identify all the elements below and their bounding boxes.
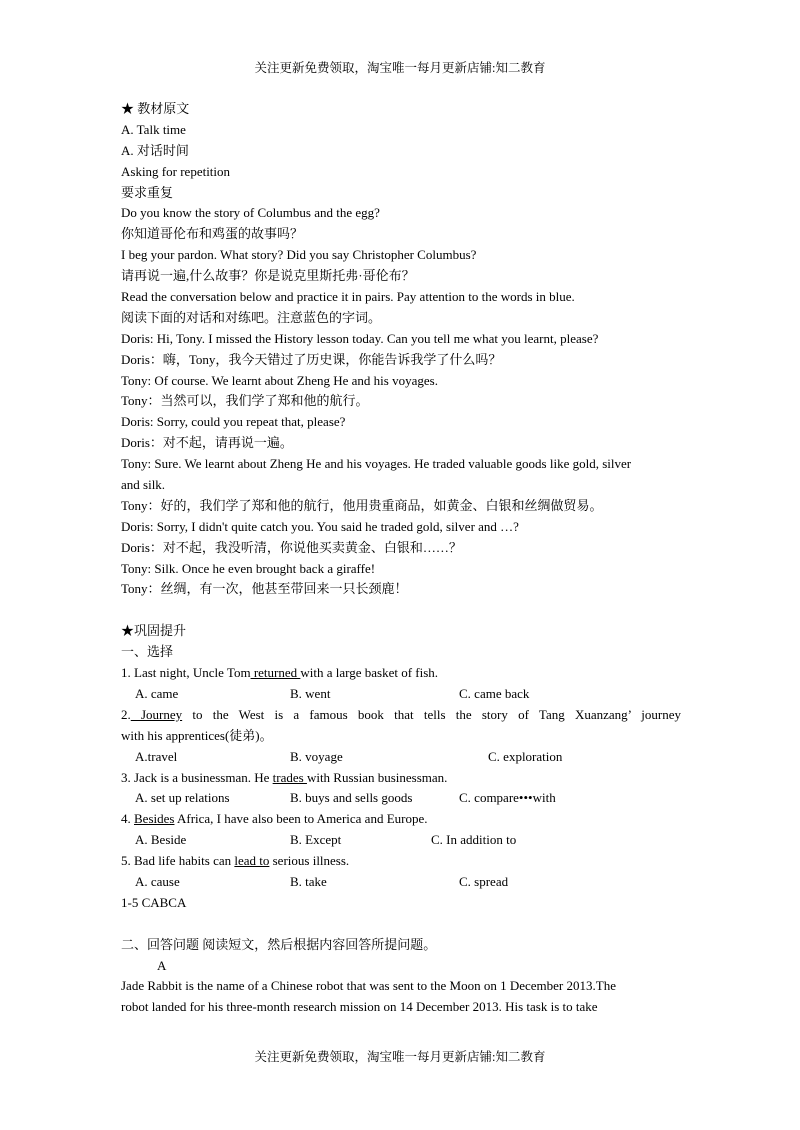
question-text: 2. (121, 706, 131, 722)
option-c: C. exploration (488, 748, 563, 764)
underlined-word: lead to (234, 853, 270, 869)
text-line: Tony：好的，我们学了郑和他的航行，他用贵重商品，如黄金、白银和丝绸做贸易。 (121, 497, 603, 513)
passage-label: A (157, 957, 167, 973)
question-3-options (121, 788, 681, 809)
spacer (121, 914, 681, 935)
question-text: to the West is a famous book that tells the story of Tang Xuanzang’ journey (182, 706, 681, 722)
question-2-options (121, 747, 681, 768)
question-text: serious illness. (269, 853, 350, 869)
section-heading-textbook: ★ 教材原文 (121, 101, 190, 116)
text-line: 阅读下面的对话和对练吧。注意蓝色的字词。 (121, 309, 382, 325)
text-line: Doris：对不起，我没听清，你说他买卖黄金、白银和……？ (121, 539, 462, 555)
question-4-options (121, 830, 681, 851)
option-b: B. take (290, 873, 327, 889)
question-text: with Russian businessman. (306, 769, 448, 785)
text-line: Doris：嗨，Tony，我今天错过了历史课，你能告诉我学了什么吗？ (121, 351, 502, 367)
text-line: and silk. (121, 477, 166, 493)
page-footer: 关注更新免费领取，淘宝唯一每月更新店铺:知二教育 (254, 1050, 546, 1064)
question-text: Africa, I have also been to America and Europe. (174, 811, 428, 827)
underlined-word: returned (250, 665, 301, 681)
option-b: B. Except (290, 832, 342, 848)
question-text: 3. Jack is a businessman. He (121, 769, 273, 785)
option-a: A.travel (135, 748, 178, 764)
page-header: 关注更新免费领取，淘宝唯一每月更新店铺:知二教育 (254, 61, 546, 75)
underlined-word: trades (272, 769, 307, 785)
text-line: Tony：丝绸，有一次，他甚至带回来一只长颈鹿！ (121, 581, 408, 597)
text-line: Tony: Of course. We learnt about Zheng He and his voyages. (121, 372, 438, 388)
spacer (121, 600, 681, 621)
question-text: 4. (121, 811, 134, 827)
question-text: 5. Bad life habits can (121, 853, 235, 869)
option-c: C. compare•••with (459, 790, 556, 806)
option-c: C. came back (459, 685, 530, 701)
part2-title: 二、回答问题 阅读短文，然后根据内容回答所提问题。 (121, 936, 437, 952)
option-a: A. Beside (135, 832, 187, 848)
text-line: Read the conversation below and practice it in pairs. Pay attention to the words in blue. (121, 289, 575, 305)
text-line: Doris: Hi, Tony. I missed the History lesson today. Can you tell me what you learnt, please? (121, 330, 599, 346)
underlined-word: Besides (134, 811, 175, 827)
option-c: C. spread (459, 873, 509, 889)
section-heading-practice: ★巩固提升 (121, 623, 187, 639)
text-line: A. 对话时间 (121, 142, 189, 158)
question-5 (121, 851, 681, 872)
text-line: Doris: Sorry, I didn't quite catch you. You said he traded gold, silver and …? (121, 518, 519, 534)
question-text: with a large basket of fish. (300, 665, 439, 681)
question-1 (121, 663, 681, 684)
option-a: A. set up relations (135, 790, 230, 806)
text-line: 你知道哥伦布和鸡蛋的故事吗？ (121, 226, 304, 242)
option-b: B. went (290, 685, 331, 701)
question-5-options (121, 872, 681, 893)
text-line: 要求重复 (121, 184, 174, 200)
text-line: Tony：当然可以，我们学了郑和他的航行。 (121, 393, 369, 409)
passage-line: robot landed for his three-month research mission on 14 December 2013. His task is to take (121, 999, 598, 1015)
text-line: Doris：对不起，请再说一遍。 (121, 435, 293, 451)
text-line: Doris: Sorry, could you repeat that, please? (121, 414, 346, 430)
text-line: Tony: Silk. Once he even brought back a giraffe! (121, 560, 376, 576)
question-2 (121, 705, 681, 726)
option-b: B. buys and sells goods (290, 790, 413, 806)
page-content (121, 99, 681, 1018)
text-line: Do you know the story of Columbus and the egg? (121, 205, 380, 221)
passage-line: Jade Rabbit is the name of a Chinese robot that was sent to the Moon on 1 December 2013.The (121, 978, 616, 994)
part1-title: 一、选择 (121, 644, 174, 660)
question-2-line2: with his apprentices(徒弟)。 (121, 727, 273, 743)
option-c: C. In addition to (431, 832, 517, 848)
question-text: 1. Last night, Uncle Tom (121, 665, 251, 681)
text-line: I beg your pardon. What story? Did you say Christopher Columbus? (121, 247, 477, 263)
text-line: Tony: Sure. We learnt about Zheng He and his voyages. He traded valuable goods like gold, silver (121, 456, 632, 472)
option-a: A. came (135, 685, 179, 701)
underlined-word: Journey (130, 706, 183, 722)
answer-key: 1-5 CABCA (121, 894, 187, 910)
text-line: A. Talk time (121, 121, 186, 137)
question-1-options (121, 684, 681, 705)
question-4 (121, 809, 681, 830)
question-3 (121, 768, 681, 789)
text-line: 请再说一遍,什么故事？你是说克里斯托弗·哥伦布？ (121, 268, 415, 284)
option-a: A. cause (135, 873, 180, 889)
option-b: B. voyage (290, 748, 343, 764)
text-line: Asking for repetition (121, 163, 231, 179)
